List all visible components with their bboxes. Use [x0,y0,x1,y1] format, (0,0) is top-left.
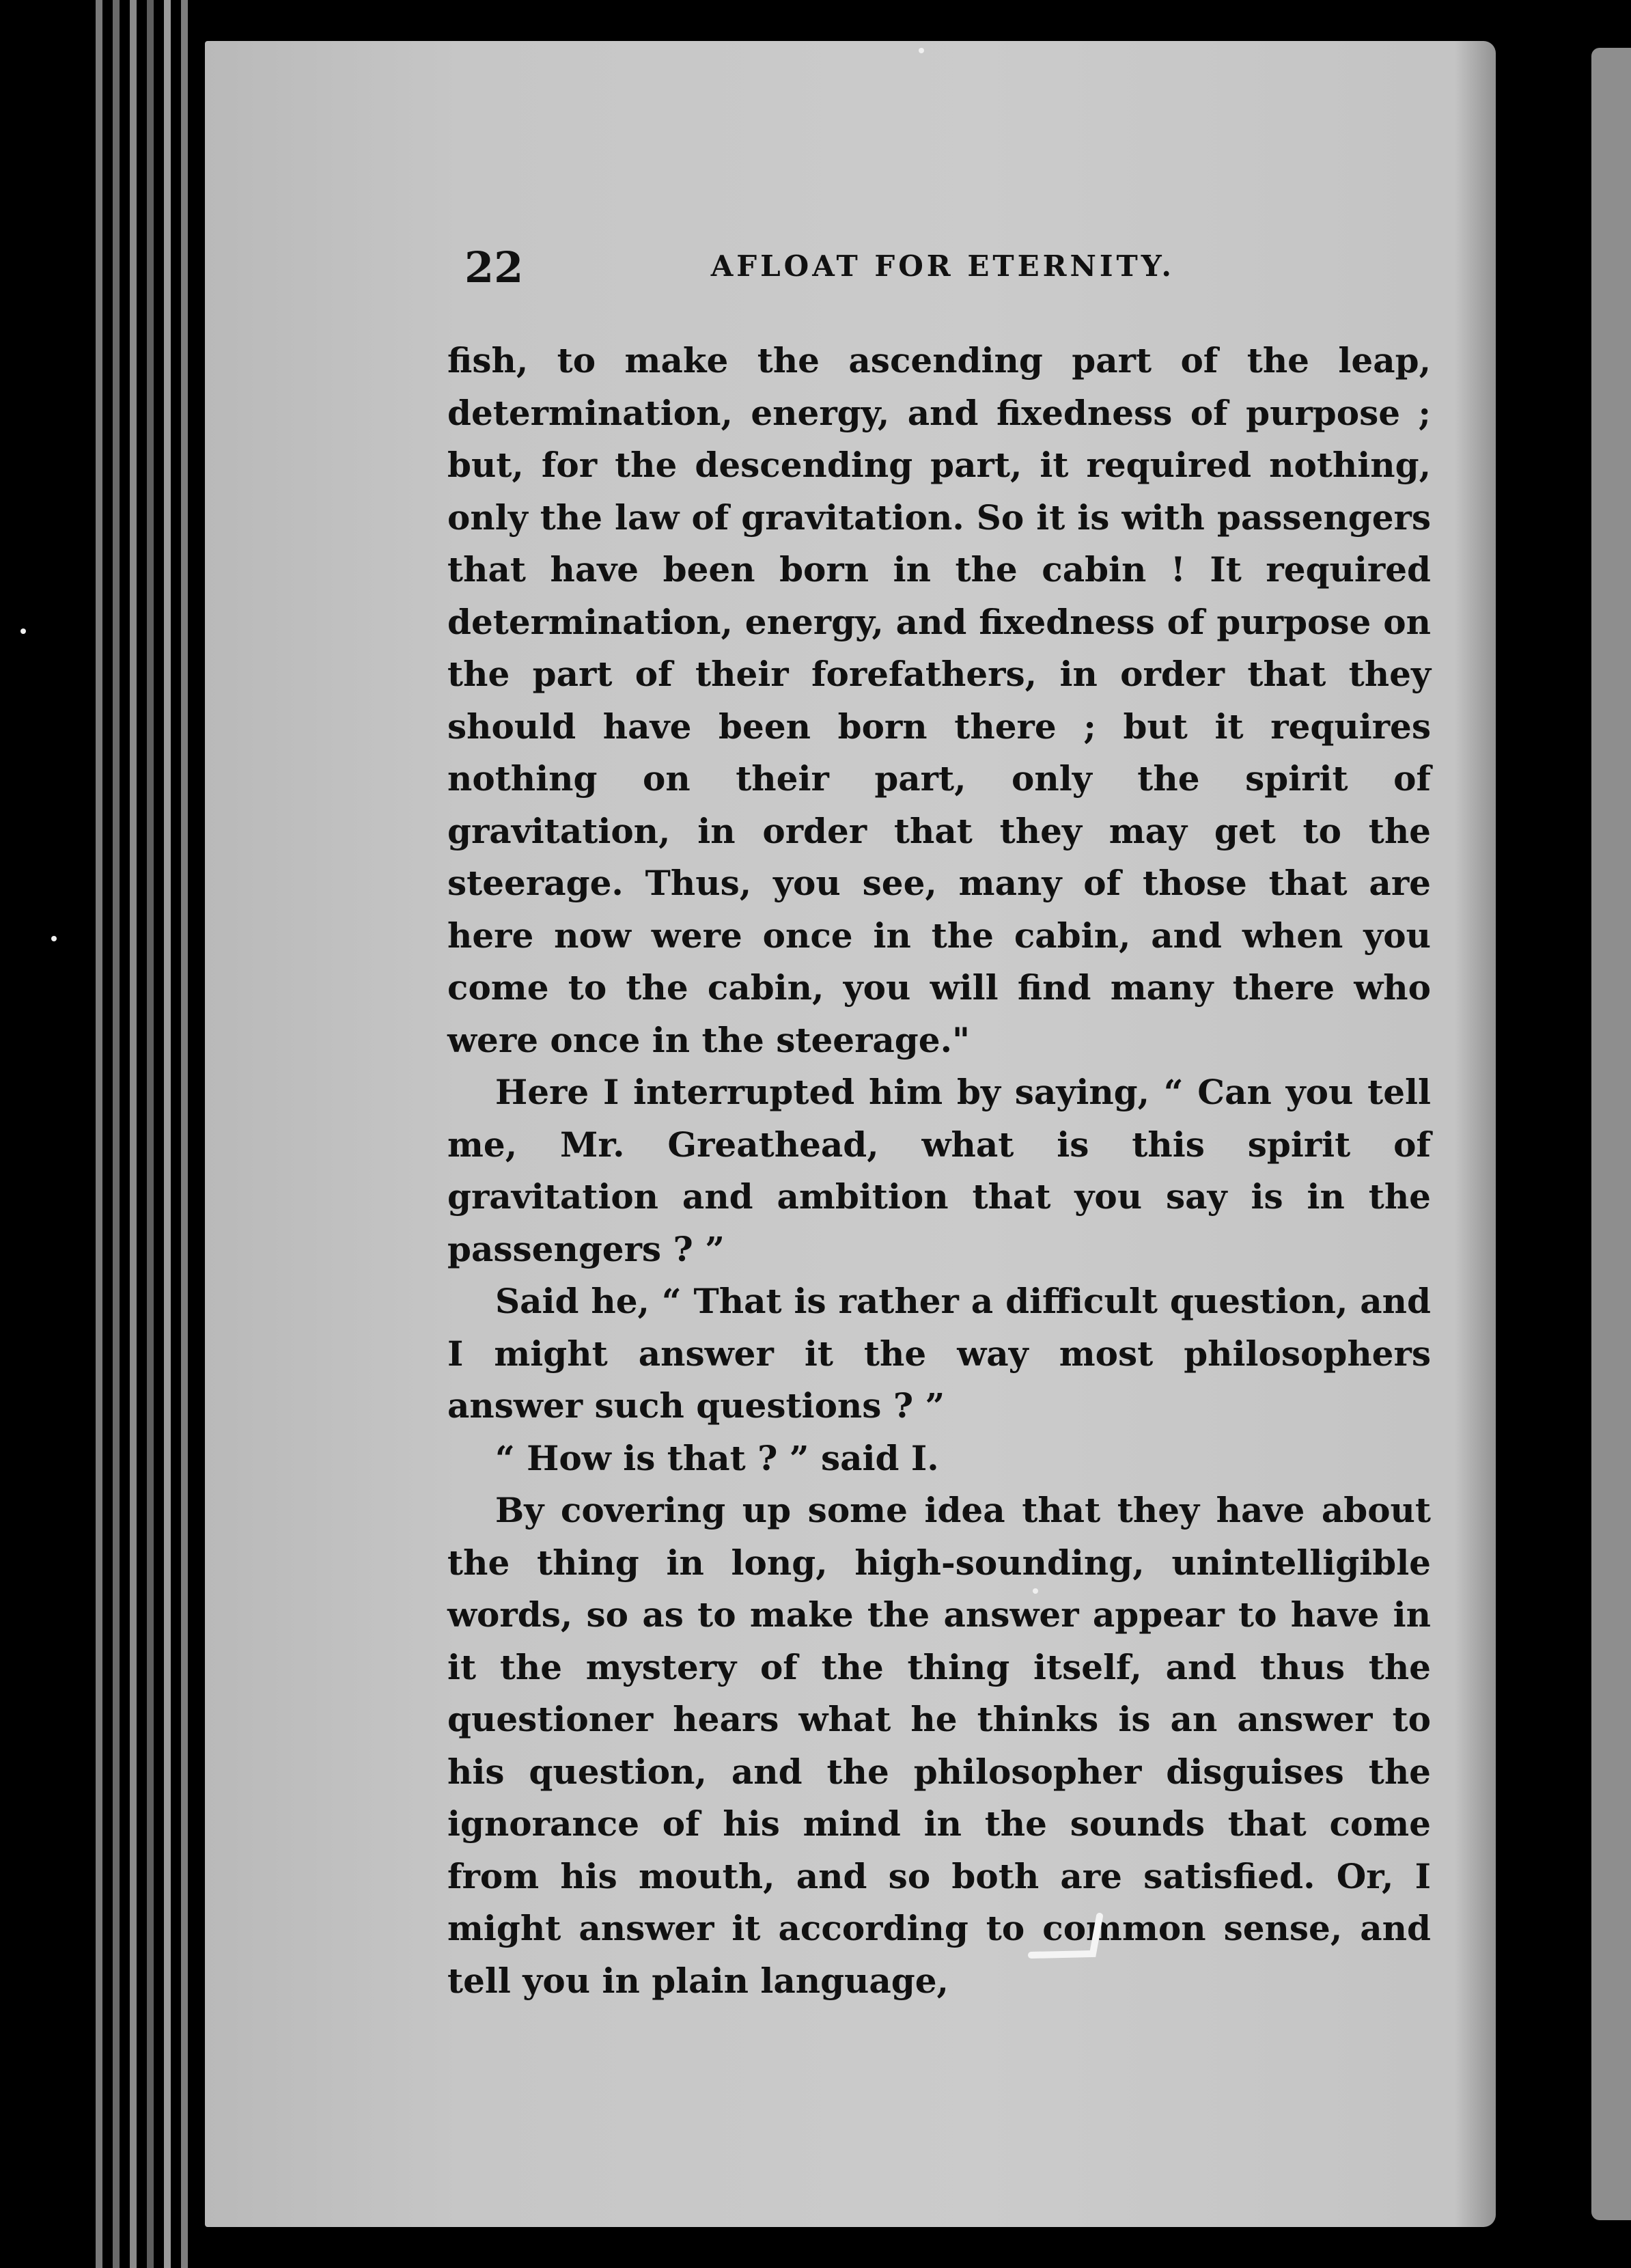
page-edge [147,0,154,2268]
scan-speck [919,48,924,53]
paragraph: By covering up some idea that they have about the thing in long, high-sounding, unintelligible words, so as to make the answer appear to have in it the mystery of the thing itself, and thus the questioner hears what he thinks is an answer to his question, and the philosopher disguises the ignorance of his mind in the sounds that come from his mouth, and so both are satisfied. Or, I might answer it according to common sense, and tell you in plain language, [447,1490,1431,2001]
paragraph: Here I interrupted him by saying, “ Can you tell me, Mr. Greathead, what is this spirit of gravitation and ambition that you say is in the passengers ? ” [447,1072,1431,1269]
page-edge [164,0,171,2268]
body-text [447,335,1431,2007]
paragraph: fish, to make the ascending part of the leap, determination, energy, and fixedness of purpose ; but, for the descending part, it required nothing, only the law of gravitation. So it is with passengers that have been born in the cabin ! It required determination, energy, and fixedness of purpose on the part of their forefathers, in order that they should have been born there ; but it requires nothing on their part, only the spirit of gravitation, in order that they may get to the steerage. Thus, you see, many of those that are here now were once in the cabin, and when you come to the cabin, you will find many there who were once in the steerage." [447,340,1431,1060]
scan-speck [20,628,26,634]
paragraph: “ How is that ? ” said I. [495,1437,939,1478]
page-edge [181,0,188,2268]
page-number: 22 [464,243,524,292]
scan-artifact-mark [1024,1913,1113,1967]
scan-speck [1033,1588,1038,1594]
page-edge [113,0,120,2268]
paragraph: Said he, “ That is rather a difficult question, and I might answer it the way most philosophers answer such questions ? ” [447,1281,1431,1426]
scan-speck [51,936,57,941]
facing-page-edge [1591,48,1631,2220]
running-head [464,243,1175,297]
page-shadow [1455,41,1496,2227]
page-edge [96,0,102,2268]
running-title: AFLOAT FOR ETERNITY. [710,249,1175,283]
page-edge [130,0,137,2268]
